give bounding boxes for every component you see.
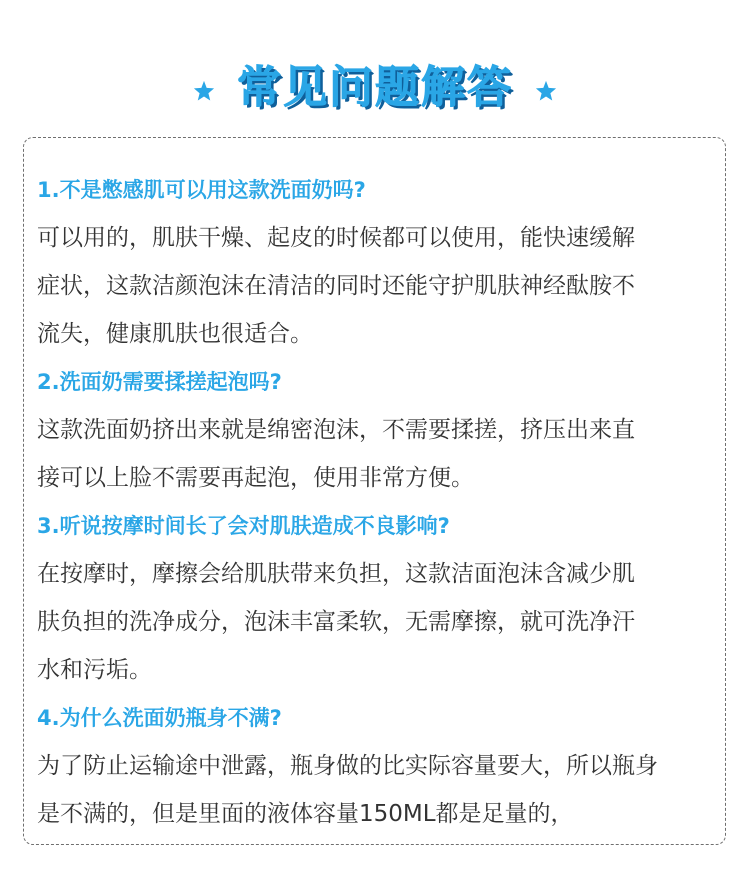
faq-answer-line: 水和污垢。 xyxy=(37,657,152,683)
faq-question: 4.为什么洗面奶瓶身不满? xyxy=(37,706,282,730)
faq-item-4 xyxy=(37,694,727,838)
page-header xyxy=(0,52,750,124)
faq-answer-line: 是不满的，但是里面的液体容量150ML都是足量的， xyxy=(37,801,574,827)
faq-list xyxy=(37,166,727,838)
faq-question: 1.不是憋感肌可以用这款洗面奶吗? xyxy=(37,178,366,202)
star-icon xyxy=(193,80,215,102)
faq-question: 2.洗面奶需要揉搓起泡吗? xyxy=(37,370,282,394)
faq-answer-line: 在按摩时，摩擦会给肌肤带来负担，这款洁面泡沫含减少肌 xyxy=(37,561,635,587)
faq-answer-line: 这款洗面奶挤出来就是绵密泡沫，不需要揉搓，挤压出来直 xyxy=(37,417,635,443)
faq-question: 3.听说按摩时间长了会对肌肤造成不良影响? xyxy=(37,514,450,538)
faq-item-2 xyxy=(37,358,727,502)
page-title: 常见问题解答 xyxy=(237,62,513,113)
faq-item-3 xyxy=(37,502,727,694)
faq-item-1 xyxy=(37,166,727,358)
faq-answer-line: 流失，健康肌肤也很适合。 xyxy=(37,321,313,347)
star-icon xyxy=(535,80,557,102)
faq-answer-line: 可以用的，肌肤干燥、起皮的时候都可以使用，能快速缓解 xyxy=(37,225,635,251)
faq-answer-line: 接可以上脸不需要再起泡，使用非常方便。 xyxy=(37,465,474,491)
faq-answer-line: 肤负担的洗净成分，泡沫丰富柔软，无需摩擦，就可洗净汗 xyxy=(37,609,635,635)
faq-answer-line: 为了防止运输途中泄露，瓶身做的比实际容量要大，所以瓶身 xyxy=(37,753,658,779)
faq-answer-line: 症状，这款洁颜泡沫在清洁的同时还能守护肌肤神经酞胺不 xyxy=(37,273,635,299)
